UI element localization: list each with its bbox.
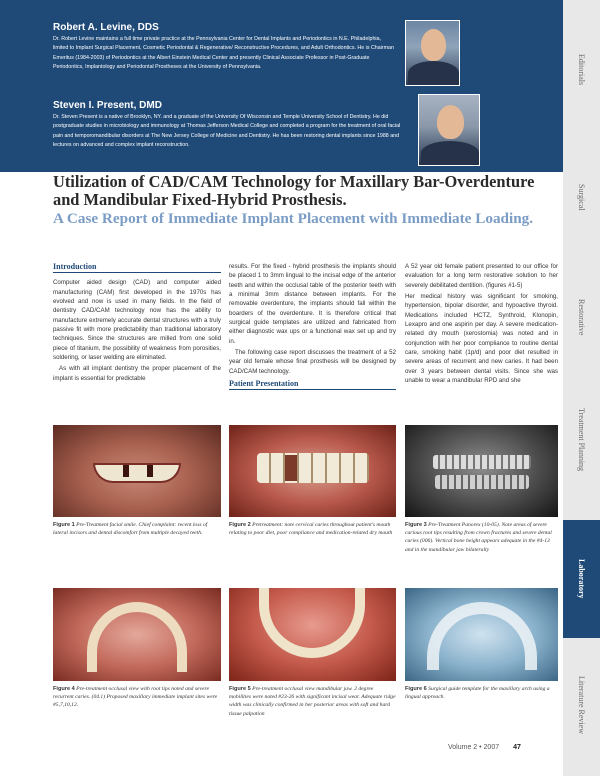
figure-label: Figure 4 bbox=[53, 686, 75, 692]
author-name: Robert A. Levine, DDS bbox=[53, 22, 159, 33]
page-footer bbox=[448, 744, 521, 751]
column-1 bbox=[53, 262, 221, 385]
tab-treatment-planning[interactable]: Treatment Planning bbox=[577, 408, 586, 472]
tab-surgical[interactable]: Surgical bbox=[577, 184, 586, 211]
paragraph: Her medical history was significant for smoking, hypertension, bipolar disorder, and hypoactive thyroid. Medications included HCTZ, Synthroid, Klonopin, Lexapro and one aspirin per day. A severe medication-related dry mouth (xerostomia) was noted and in conjunction with her poor compliance to routine dental care, smoking habit (1p/d) and poor diet resulted in severe areas of recurrent and new caries. It had been over 3 years between dental visits. Since she was unable to wear a mandibular RPD and she bbox=[405, 293, 558, 385]
author-bio: Dr. Steven Present is a native of Brooklyn, NY. and a graduate of the University Of Wisconsin and Temple University School of Dentistry. He did postgraduate studies in microbiology and immunology at Thomas Jefferson Medical College and completed a program for the treatment of oral facial pain and temporomandibular disorders at The New Jersey College of Medicine and Dentistry. He has been restoring dental implants since 1988 and lectures on advanced and complex implant reconstruction. bbox=[53, 114, 401, 149]
figure-2-image bbox=[229, 425, 396, 517]
article-title bbox=[53, 173, 558, 228]
tab-restorative[interactable]: Restorative bbox=[577, 299, 586, 336]
figure-label: Figure 3 bbox=[405, 522, 427, 528]
figure-1-caption: Figure 1 Pre-Treatment facial smile. Chief complaint: recent loss of lateral incisors and dental discomfort from multiple decayed teeth. bbox=[53, 522, 208, 537]
author-header bbox=[0, 0, 563, 172]
paragraph: As with all implant dentistry the proper placement of the implant is essential for predictable bbox=[53, 365, 221, 382]
tab-literature-review[interactable]: Literature Review bbox=[577, 676, 586, 734]
figure-4-caption: Figure 4 Pre-treatment occlusal view with root tips noted and severe recurrent caries. (04.1) Proposed maxillary immediate implant sites were #5,7,10,12. bbox=[53, 686, 218, 709]
figure-4-image bbox=[53, 588, 221, 681]
figure-label: Figure 6 bbox=[405, 686, 427, 692]
author-bio: Dr. Robert Levine maintains a full time private practice at the Pennsylvania Center for Dental Implants and Periodontics in N.E. Philadelphia, limited to Implant Surgical Placement, Cosmetic Periodontal & Regenerative/ Reconstructive Procedures, and Adult Orthodontics. He is Chairman Emeritus (1984-2003) of Periodontics at the Albert Einstein Medical Center and presently Clinical Associate Professor in Post-Graduate Periodontics, Implantology and Periodontal Prostheses at the University of Pennsylvania. bbox=[53, 36, 394, 71]
paragraph: results. For the fixed - hybrid prosthesis the implants should be placed 1 to 3mm lingual to the incisal edge of the anterior teeth and within the occlusal table of the posterior teeth with a minimal 3mm distance between implants. For the removable overdenture, the implants should fall within the boarders of the overdenture. It is therefore critical that surgical guide templates are utilized and fabricated from either diagnostic wax ups or a functional wax set up and try in. bbox=[229, 263, 396, 345]
column-2 bbox=[229, 262, 396, 395]
section-heading-patient-presentation: Patient Presentation bbox=[229, 379, 396, 390]
tab-laboratory[interactable]: Laboratory bbox=[563, 520, 600, 638]
title-main: Utilization of CAD/CAM Technology for Maxillary Bar-Overdenture and Mandibular Fixed-Hybrid Prosthesis. bbox=[53, 172, 535, 209]
paragraph: A 52 year old female patient presented to our office for evaluation for a long term restorative solution to her severely debilitated dentition. (figures #1-5) bbox=[405, 263, 558, 289]
figure-1-image bbox=[53, 425, 221, 517]
figure-label: Figure 5 bbox=[229, 686, 251, 692]
section-tabs bbox=[563, 0, 600, 776]
author-photo-present bbox=[418, 94, 480, 166]
figure-5-image bbox=[229, 588, 396, 681]
figure-2-caption: Figure 2 Pretreatment: note cervical caries throughout patient's mouth relating to poor diet, poor compliance and medication-related dry mouth bbox=[229, 522, 393, 537]
page-number: 47 bbox=[513, 744, 521, 751]
title-sub: A Case Report of Immediate Implant Placement with Immediate Loading. bbox=[53, 210, 534, 227]
figure-label: Figure 1 bbox=[53, 522, 75, 528]
paragraph: The following case report discusses the treatment of a 52 year old female whose final prosthesis will be designed by CAD/CAM technology. bbox=[229, 349, 396, 375]
figure-6-image bbox=[405, 588, 558, 681]
section-heading-introduction: Introduction bbox=[53, 262, 221, 273]
paragraph: Computer aided design (CAD) and computer aided manufacturing (CAM) first developed in the 1970s has evolved and now is used in many fields. In the field of dentistry CAD/CAM technology now has the ability to manufacture extremely accurate dental structures with a truly passive fit with more predictability than traditional laboratory techniques. Since the structures are milled from one solid piece of titanium, the possibility of weakness from porosities, soldering, or laser welding are eliminated. bbox=[53, 279, 221, 362]
column-3 bbox=[405, 262, 558, 387]
figure-3-caption: Figure 3 Pre-Treatment Panorex (10-05). Note areas of severe carious root tips resulting from crown fractures and severe dental caries (006). Vertical bone height appears adequate in the #4-13 and in the mandibular jaw bilaterally bbox=[405, 522, 552, 553]
volume-label: Volume 2 • 2007 bbox=[448, 744, 500, 751]
figure-3-image bbox=[405, 425, 558, 517]
figure-6-caption: Figure 6 Surgical guide template for the maxillary arch using a lingual approach. bbox=[405, 686, 550, 701]
figure-5-caption: Figure 5 Pre-treatment occlusal view mandibular jaw. 2 degree mobilities were noted #23-26 with significant incisal wear. Adequate ridge width was clinically confirmed in her posterior areas with soft and hard tissue palpation bbox=[229, 686, 396, 717]
author-bio-present bbox=[53, 100, 408, 151]
author-name: Steven I. Present, DMD bbox=[53, 100, 162, 111]
figure-label: Figure 2 bbox=[229, 522, 251, 528]
tab-editorials[interactable]: Editorials bbox=[577, 53, 586, 86]
author-bio-levine bbox=[53, 22, 397, 73]
author-photo-levine bbox=[405, 20, 460, 86]
